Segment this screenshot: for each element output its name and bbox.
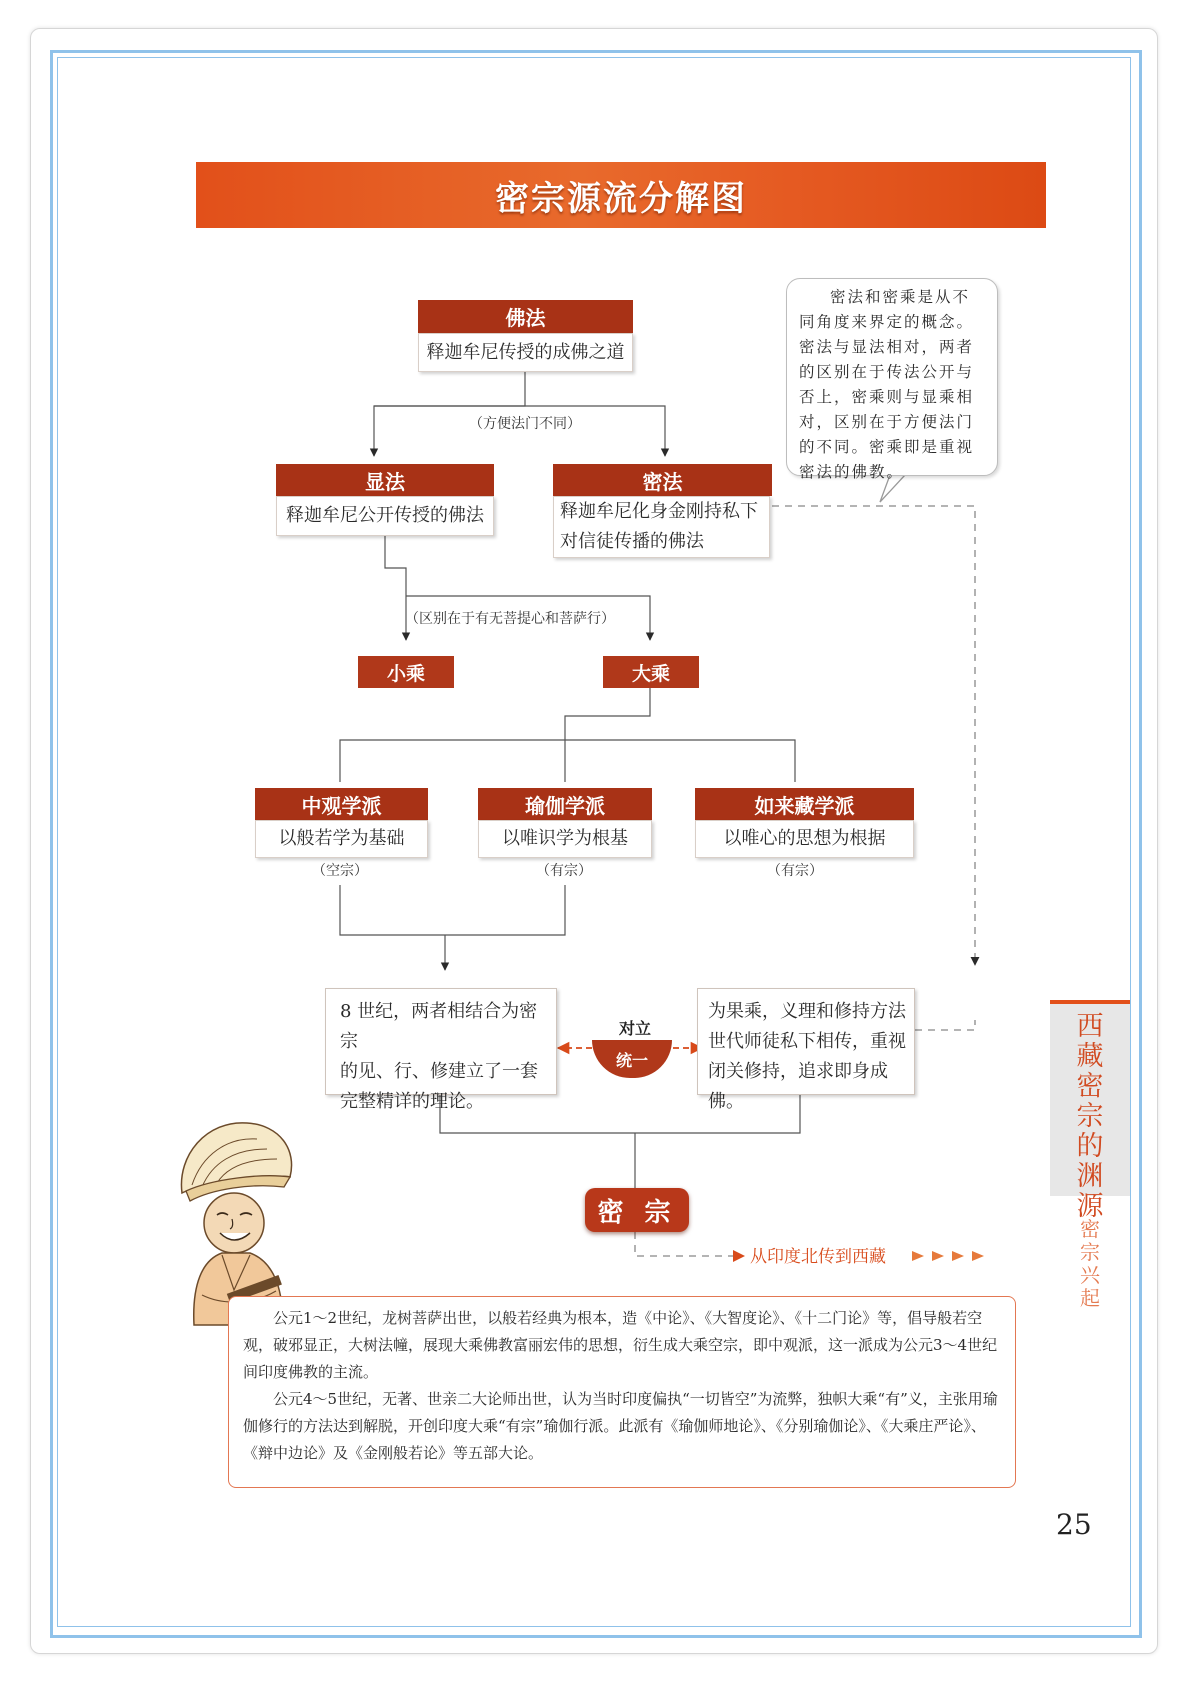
route-arrow-2 [932, 1251, 944, 1261]
bottom-text [228, 1296, 1016, 1488]
node-xianfa-desc: 释迦牟尼公开传授的佛法 [276, 496, 494, 536]
left-para-line1: 8 世纪，两者相结合为密宗 [340, 1001, 538, 1052]
right-para-line2: 世代师徒私下相传，重视 [708, 1031, 906, 1052]
node-dacheng: 大乘 [603, 656, 699, 688]
route-arrow-4 [972, 1251, 984, 1261]
node-yujia-desc: 以唯识学为根基 [478, 820, 652, 858]
route-arrow-head [733, 1250, 745, 1262]
page-title: 密宗源流分解图 [196, 162, 1046, 228]
edge-label-fangbian: （方便法门不同） [469, 416, 581, 432]
chapter-title: 西藏密宗的渊源 [1076, 1011, 1104, 1222]
node-rulaizang-tag: （有宗） [767, 863, 823, 879]
node-mifa-desc-line1: 释迦牟尼化身金刚持私下 [560, 501, 758, 522]
edge-schools [340, 885, 565, 935]
note-bubble: 密法和密乘是从不同角度来界定的概念。密法与显法相对，两者的区别在于传法公开与否上，密乘则与显乘相对，区别在于方便法门的不同。密乘即是重视密法的佛教。 [786, 278, 998, 476]
node-mifa-title: 密法 [553, 464, 772, 496]
node-fofa-desc: 释迦牟尼传授的成佛之道 [418, 333, 633, 372]
node-mifa-desc [553, 496, 770, 558]
edge-dacheng-left [340, 740, 565, 782]
route-line [635, 1232, 735, 1256]
left-para-line3: 完整精详的理论。 [340, 1091, 484, 1112]
node-rulaizang-title: 如来藏学派 [695, 788, 914, 820]
right-para-line3: 闭关修持，追求即身成佛。 [708, 1061, 888, 1112]
label-duili: 对立 [618, 1019, 651, 1038]
edge-label-qubie: （区别在于有无菩提心和菩萨行） [405, 611, 615, 627]
left-para-line2: 的见、行、修建立了一套 [340, 1061, 538, 1082]
node-zhongguan-tag: （空宗） [312, 863, 368, 879]
page-number: 25 [1056, 1508, 1092, 1541]
edge-xianfa [385, 534, 406, 640]
section-title: 密宗兴起 [1080, 1217, 1100, 1310]
route-label: 从印度北传到西藏 [750, 1247, 886, 1267]
node-xiaocheng: 小乘 [358, 656, 454, 688]
node-zhongguan-title: 中观学派 [255, 788, 428, 820]
right-para [697, 988, 915, 1112]
label-tongyi: 统一 [592, 1040, 672, 1078]
edge-dacheng-right [565, 740, 795, 782]
left-para [325, 988, 557, 1112]
node-yujia-tag: （有宗） [536, 863, 592, 879]
edge-dacheng [565, 688, 650, 782]
route-arrow-1 [912, 1251, 924, 1261]
bottom-text-p2: 公元4～5世纪，无著、世亲二大论师出世，认为当时印度偏执“一切皆空”为流弊，独帜大乘“有”义，主张用瑜伽修行的方法达到解脱，开创印度大乘“有宗”瑜伽行派。此派有《瑜伽师地论》、《分别瑜伽论》、《大乘庄严论》、《辩中边论》及《金刚般若论》等五部大论。 [243, 1390, 998, 1462]
node-mifa-desc-line2: 对信徒传播的佛法 [560, 531, 704, 552]
node-mizong: 密 宗 [585, 1188, 689, 1232]
bottom-text-p1: 公元1～2世纪，龙树菩萨出世，以般若经典为根本，造《中论》、《大智度论》、《十二门论》等，倡导般若空观，破邪显正，大树法幢，展现大乘佛教富丽宏伟的思想，衍生成大乘空宗，即中观派，这一派成为公元3～4世纪间印度佛教的主流。 [243, 1309, 998, 1381]
node-rulaizang-desc: 以唯心的思想为根据 [695, 820, 914, 858]
route-arrow-3 [952, 1251, 964, 1261]
node-xianfa-title: 显法 [276, 464, 494, 496]
node-zhongguan-desc: 以般若学为基础 [255, 820, 428, 858]
right-para-line1: 为果乘，义理和修持方法 [708, 1001, 906, 1022]
edge-right-dashed [915, 1020, 975, 1030]
edge-mifa-dashed [772, 506, 975, 965]
node-fofa-title: 佛法 [418, 300, 633, 333]
node-yujia-title: 瑜伽学派 [478, 788, 652, 820]
